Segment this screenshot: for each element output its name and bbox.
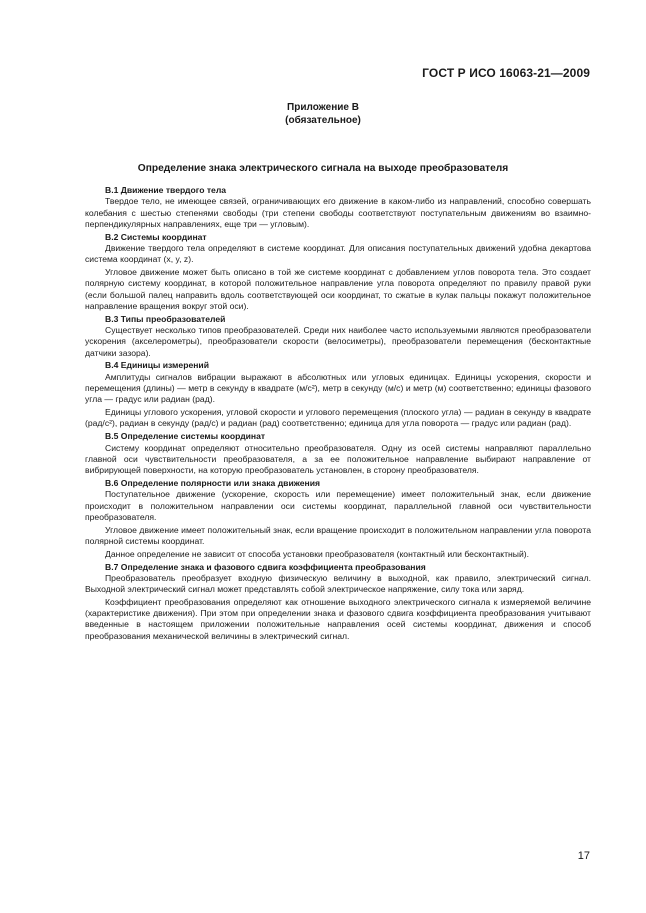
paragraph: Существует несколько типов преобразователей. Среди них наиболее часто используемыми являются преобразователи ускорения (акселерометры), преобразователи скорости (велосиметры), преобразователи перемещения (бесконтактные датчики зазора). bbox=[85, 325, 591, 358]
page-number: 17 bbox=[577, 850, 590, 862]
section-heading: В.5 Определение системы координат bbox=[105, 431, 266, 442]
section-heading: В.4 Единицы измерений bbox=[105, 360, 209, 371]
annex-title: Приложение В bbox=[287, 102, 359, 113]
paragraph: Данное определение не зависит от способа установки преобразователя (контактный или бесконтактный). bbox=[105, 548, 530, 559]
paragraph: Амплитуды сигналов вибрации выражают в абсолютных или угловых единицах. Единицы ускорения, скорости и перемещения (длины) — метр в секунду в квадрате (м/с²), метр в секунду (м/с) и метр (м) соответственно; единицы фазового угла — градус или радиан (рад). bbox=[85, 371, 591, 405]
paragraph: Поступательное движение (ускорение, скорость или перемещение) имеет положительный знак, если движение происходит в положительном направлении оси системы координат, параллельной главной оси чувствительности преобразователя. bbox=[85, 489, 591, 522]
paragraph: Твердое тело, не имеющее связей, ограничивающих его движение в каком-либо из направлений, способно совершать колебания с шестью степенями свободы (три степени свободы соответствуют поступательным движениям во взаимно-перпендикулярных направлениях, еще три — угловым). bbox=[85, 196, 591, 229]
annex-status: (обязательное) bbox=[285, 115, 361, 126]
paragraph: Систему координат определяют относительно преобразователя. Одну из осей системы направляют параллельно главной оси чувствительности преобразователя, а за ее положительное направление выбирают направление от вибрирующей поверхности, на которую преобразователь установлен, в сторону преобразователя. bbox=[85, 442, 591, 476]
paragraph: Единицы углового ускорения, угловой скорости и углового перемещения (плоского угла) — радиан в секунду в квадрате (рад/с²), радиан в секунду (рад/с) и радиан (рад) соответственно; единица для угла поворота — градус или радиан (рад). bbox=[85, 407, 591, 429]
section-heading: В.2 Системы координат bbox=[105, 231, 207, 242]
annex-heading bbox=[0, 101, 646, 127]
section-heading: В.6 Определение полярности или знака движения bbox=[105, 477, 320, 488]
paragraph: Преобразователь преобразует входную физическую величину в выходной, как правило, электрический сигнал. Выходной электрический сигнал может представлять собой электрическое напряжение, силу тока или заряд. bbox=[85, 572, 591, 595]
section-heading: В.1 Движение твердого тела bbox=[105, 185, 227, 195]
document-body bbox=[85, 185, 591, 644]
standard-designation: ГОСТ Р ИСО 16063-21—2009 bbox=[422, 66, 590, 80]
section-heading: В.3 Типы преобразователей bbox=[105, 313, 226, 324]
document-title: Определение знака электрического сигнала на выходе преобразователя bbox=[137, 163, 509, 174]
paragraph: Угловое движение может быть описано в той же системе координат с добавлением углов поворота тела. Это создает полярную систему координат, в которой положительное направление угла поворота определяют по правилу правой руки (если большой палец направить вдоль соответствующей оси координат, то сжатые в кулак пальцы покажут положительное направление вращения вокруг этой оси). bbox=[85, 267, 591, 311]
paragraph: Коэффициент преобразования определяют как отношение выходного электрического сигнала к измеряемой величине (характеристике движения). При этом при определении знака и фазового сдвига коэффициента преобразования учитывают введенные в настоящем приложении положительные направления осей системы координат, движения и способ преобразования механической величины в электрический сигнал. bbox=[85, 596, 591, 641]
paragraph: Угловое движение имеет положительный знак, если вращение происходит в положительном направлении угла поворота полярной системы координат. bbox=[85, 524, 591, 546]
section-heading: В.7 Определение знака и фазового сдвига коэффициента преобразования bbox=[105, 561, 426, 572]
paragraph: Движение твердого тела определяют в системе координат. Для описания поступательных движений удобна декартова система координат (x, y, z). bbox=[85, 242, 591, 265]
